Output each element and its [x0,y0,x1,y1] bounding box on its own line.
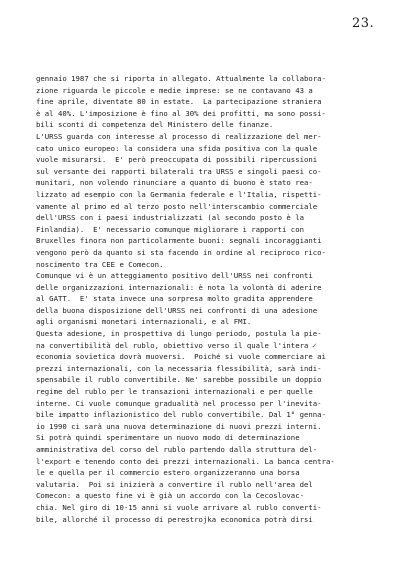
text-line: agli organismi monetari internazionali, e al FMI. [36,317,252,327]
text-line: bile, allorché il processo di perestrojka economica potrà dirsi [36,514,313,524]
text-line: zione riguarda le piccole e medie imprese: se ne contavano 43 a [36,85,313,95]
text-line: fine aprile, diventate 80 in estate. La partecipazione straniera [36,97,322,107]
text-line: cato unico europeo: la considera una sfida positiva con la quale [36,143,318,153]
text-line: io 1990 ci sarà una nuova determinazione di nuovi prezzi interni. [36,421,322,431]
text-line: al GATT. E' stata invece una sorpresa molto gradita apprendere [36,294,313,304]
text-line: prezzi internazionali, con la necessaria flessibilità, sarà indi- [36,363,322,373]
text-line: spensabile il rublo convertibile. Ne' sarebbe possibile un doppio [36,375,322,385]
text-line: Bruxelles finora non particolarmente buoni: segnali incoraggianti [36,236,322,246]
text-line: L'URSS guarda con interesse al processo di realizzazione del mer- [36,131,322,141]
text-line: delle organizzazioni internazionali: è nota la volontà di aderire [36,282,322,292]
text-line: sul versante dei rapporti bilaterali tra URSS e singoli paesi co- [36,166,322,176]
pencil-check-mark: ✓ [312,341,317,350]
page-number: 23. [352,16,375,31]
text-line: gennaio 1987 che si riporta in allegato. Attualmente la collabora- [36,74,326,83]
text-line: economia sovietica dovrà muoversi. Poiché si vuole commerciare ai [36,352,326,362]
text-line: bile impatto inflazionistico del rublo convertibile. Dal 1° genna- [36,410,326,420]
document-body-text [36,73,376,525]
text-line: lizzato ad esempio con la Germania federale e l'Italia, rispetti- [36,189,322,199]
text-line: le e quella per il commercio estero organizzeranno una borsa [36,468,300,478]
text-line: vamente al primo ed al terzo posto nell'interscambio commerciale [36,201,318,211]
text-line: na convertibilità del rublo, obiettivo verso il quale l'intera [36,340,309,350]
text-line: Comunque vi è un atteggiamento positivo dell'URSS nei confronti [36,271,313,281]
text-line: l'export e tenendo conto dei prezzi internazionali. La banca centra- [36,456,335,466]
text-line: munitari, non volendo rinunciare a quanto di buono è stato rea- [36,178,313,188]
text-line: bili sconti di competenza del Ministero delle finanze. [36,120,274,130]
text-line: Si potrà quindi sperimentare un nuovo modo di determinazione [36,433,300,443]
text-line: vuole misurarsi. E' però preoccupata di possibili ripercussioni [36,155,318,165]
text-line: regime del rublo per le transazioni internazionali e per quelle [36,387,313,397]
text-line: è al 40%. L'imposizione è fino al 30% dei profitti, ma sono possi- [36,108,326,118]
text-line: noscimento tra CEE e Comecon. [36,259,164,269]
text-line: interne. Ci vuole comunque gradualità nel processo per l'inevita- [36,398,322,408]
text-line: vengono però da quanto si sta facendo in ordine al reciproco rico- [36,247,326,257]
text-line: valutaria. Poi si inizierà a convertire il rublo nell'area del [36,479,313,489]
text-line: Comecon: a questo fine vi è già un accordo con la Cecoslovac- [36,491,304,501]
text-line: della buona disposizione dell'URSS nei confronti di una adesione [36,305,318,315]
text-line: chia. Nel giro di 10-15 anni si vuole arrivare al rublo converti- [36,502,322,512]
text-line: amministrativa del corso del rublo partendo dalla struttura del- [36,445,318,454]
text-line: Questa adesione, in prospettiva di lungo periodo, postula la pie- [36,329,322,339]
text-line: Finlandia). E' necessario comunque migliorare i rapporti con [36,224,304,234]
text-line: dell'URSS con i paesi industrializzati (al secondo posto è la [36,213,304,223]
